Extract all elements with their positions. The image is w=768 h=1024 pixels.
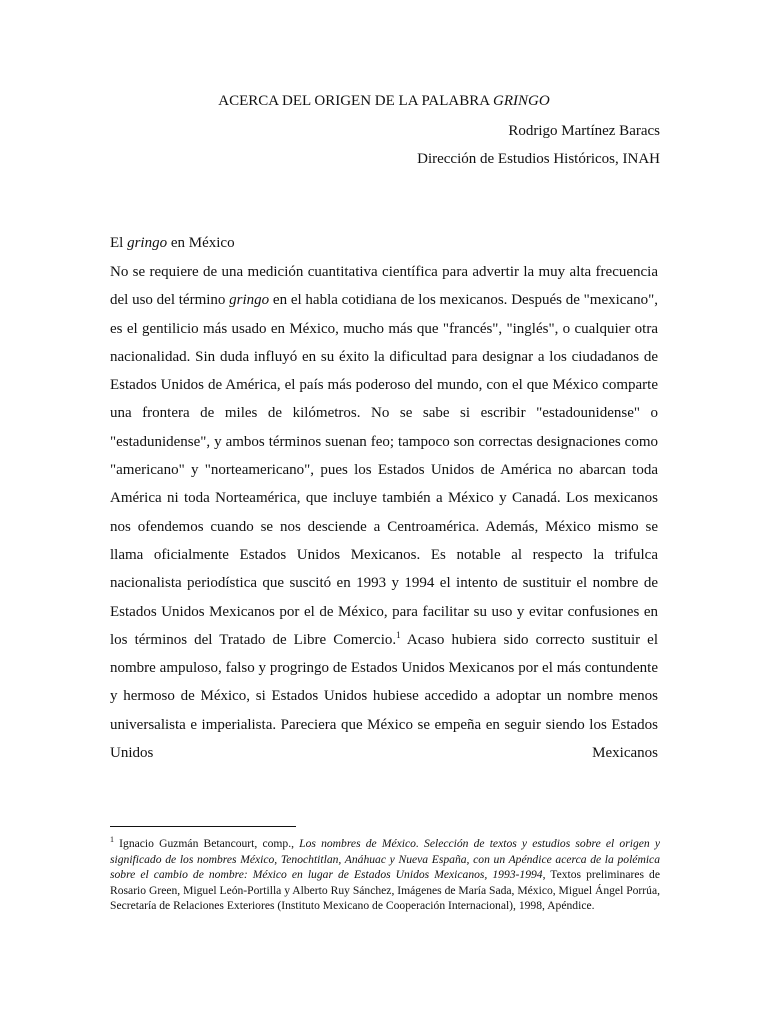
footnote-number: 1 bbox=[110, 835, 114, 845]
footnote bbox=[110, 836, 660, 914]
heading-italic-word: gringo bbox=[127, 235, 168, 251]
body-paragraph bbox=[110, 258, 658, 767]
heading-pre: El bbox=[110, 235, 128, 251]
footnote-reference: 1 bbox=[396, 629, 401, 640]
heading-post: en México bbox=[167, 235, 235, 251]
title-italic-word: GRINGO bbox=[493, 93, 550, 109]
body-text-part-2: en el habla cotidiana de los mexicanos. Después de "mexicano", es el gentilicio más usado en México, mucho más que "francés", "inglés", o cualquier otra nacionalidad. Sin duda influyó en su éxito la dificultad para designar a los ciudadanos de Estados Unidos de América, el país más poderoso del mundo, con el que México comparte una frontera de miles de kilómetros. No se sabe si escribir "estadounidense" o "estadunidense", y ambos términos suenan feo; tampoco son correctas designaciones como "americano" y "norteamericano", pues los Estados Unidos de América no abarcan toda América ni toda Norteamérica, que incluye también a México y Canadá. Los mexicanos nos ofendemos cuando se nos desciende a Centroamérica. Además, México mismo se llama oficialmente Estados Unidos Mexicanos. Es notable al respecto la trifulca nacionalista periodística que suscitó en 1993 y 1994 el intento de sustituir el nombre de Estados Unidos Mexicanos por el de México, para facilitar su uso y evitar confusiones en los términos del Tratado de Libre Comercio. bbox=[110, 292, 658, 648]
footnote-text-part-2: , Textos preliminares de Rosario Green, Miguel León-Portilla y Alberto Ruy Sánchez, Imágenes de María Sada, México, Miguel Ángel Porrúa, Secretaría de Relaciones Exteriores (Instituto Mexicano de Cooperación Internacional), 1998, Apéndice. bbox=[110, 868, 660, 913]
body-italic-word: gringo bbox=[229, 292, 270, 309]
title-text: ACERCA DEL ORIGEN DE LA PALABRA bbox=[218, 93, 494, 109]
body-text-part-3: Acaso hubiera sido correcto sustituir el nombre ampuloso, falso y progringo de Estados Unidos Mexicanos por el más contundente y hermoso de México, si Estados Unidos hubiese accedido a adoptar un nombre menos universalista e imperialista. Pareciera que México se empeña en seguir siendo los Estados Unidos Mexicanos bbox=[110, 631, 658, 762]
footnote-text-part-1: Ignacio Guzmán Betancourt, comp., bbox=[114, 837, 300, 850]
footnote-separator bbox=[110, 826, 296, 827]
author-name: Rodrigo Martínez Baracs bbox=[508, 123, 660, 139]
document-title bbox=[0, 91, 768, 111]
body-text-part-1: No se requiere de una medición cuantitativa científica para advertir la muy alta frecuencia del uso del término bbox=[110, 264, 658, 309]
footnote-italic-title: Los nombres de México. Selección de textos y estudios sobre el origen y significado de los nombres México, Tenochtitlan, Anáhuac y Nueva España, con un Apéndice acerca de la polémica sobre el cambio de nombre: México en lugar de Estados Unidos Mexicanos, 1993-1994 bbox=[110, 837, 660, 882]
author-affiliation: Dirección de Estudios Históricos, INAH bbox=[417, 151, 660, 167]
section-heading bbox=[110, 233, 235, 253]
